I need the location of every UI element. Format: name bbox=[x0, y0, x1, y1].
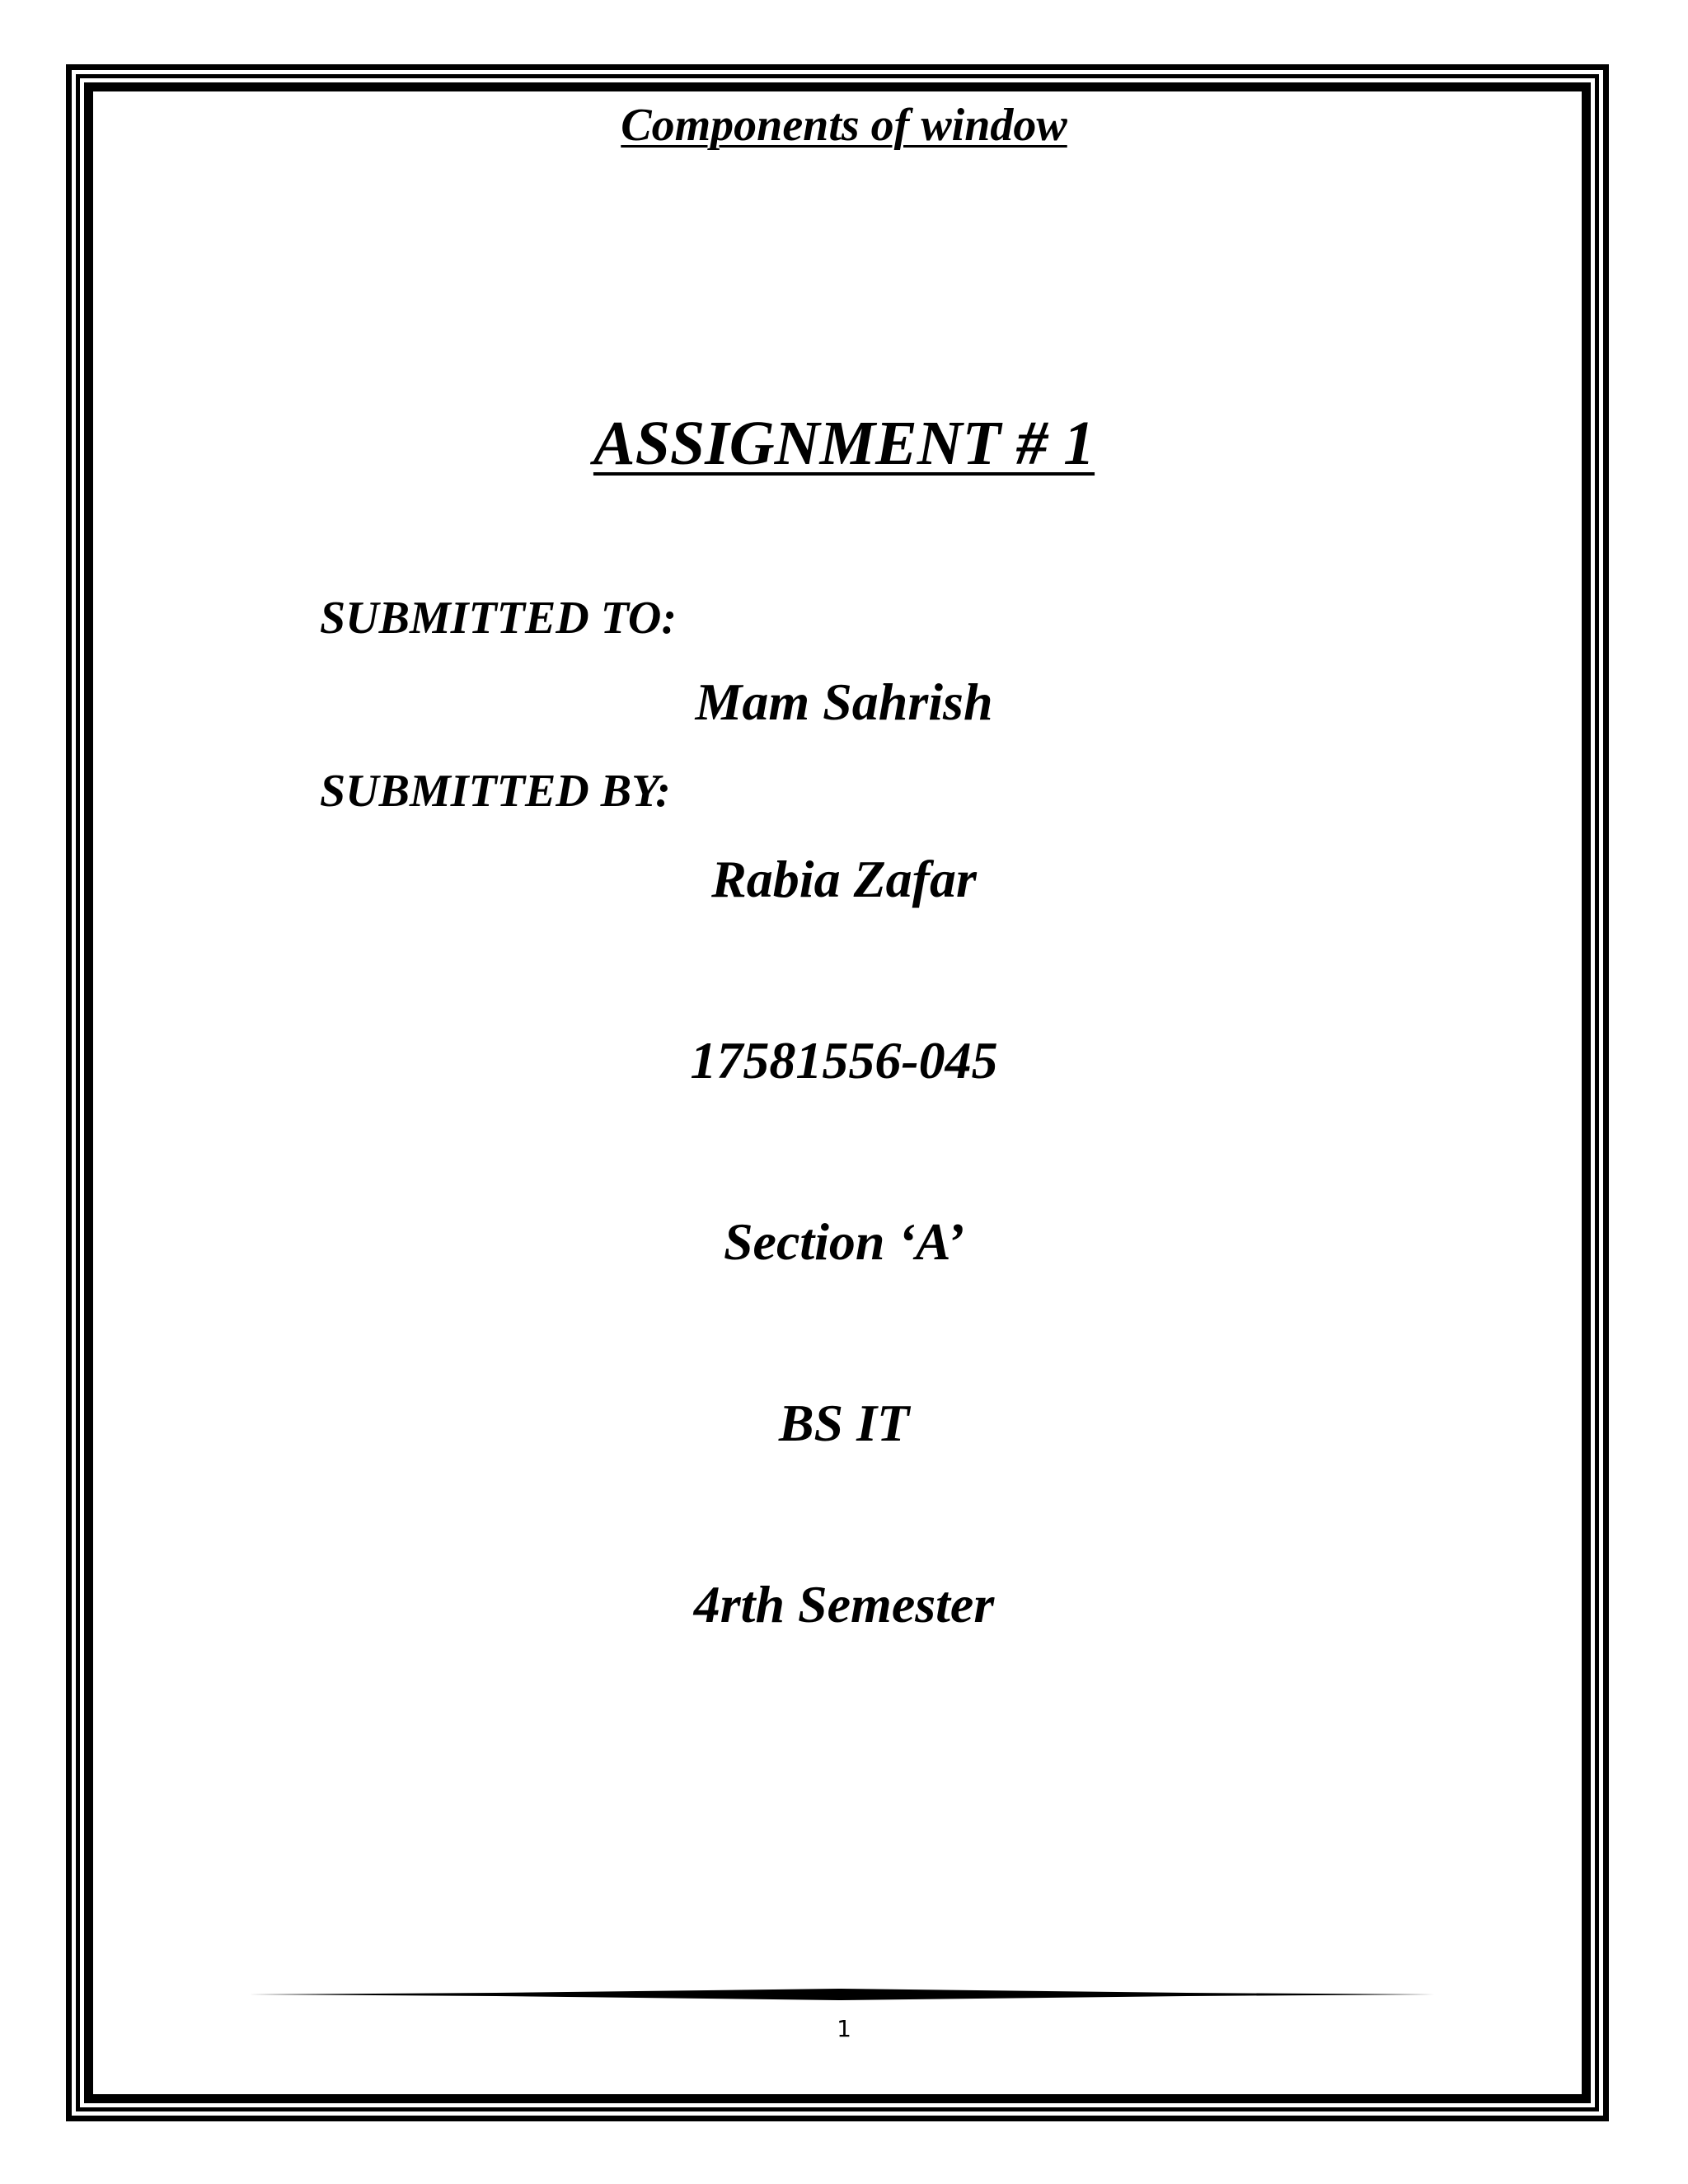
page-number: 1 bbox=[837, 2015, 851, 2042]
submitted-by-name: Rabia Zafar bbox=[711, 850, 977, 908]
footer-divider bbox=[249, 1988, 1434, 2001]
page-border-inner bbox=[84, 82, 1591, 2103]
header-title: Components of window bbox=[621, 100, 1067, 151]
submitted-to-name: Mam Sahrish bbox=[695, 673, 993, 731]
assignment-title: ASSIGNMENT # 1 bbox=[593, 409, 1095, 478]
section-label: Section ‘A’ bbox=[723, 1212, 965, 1271]
submitted-to-label: SUBMITTED TO: bbox=[320, 593, 678, 644]
roll-number: 17581556-045 bbox=[690, 1031, 998, 1090]
submitted-by-label: SUBMITTED BY: bbox=[320, 766, 671, 817]
semester-label: 4rth Semester bbox=[693, 1575, 995, 1633]
program-label: BS IT bbox=[778, 1394, 910, 1452]
